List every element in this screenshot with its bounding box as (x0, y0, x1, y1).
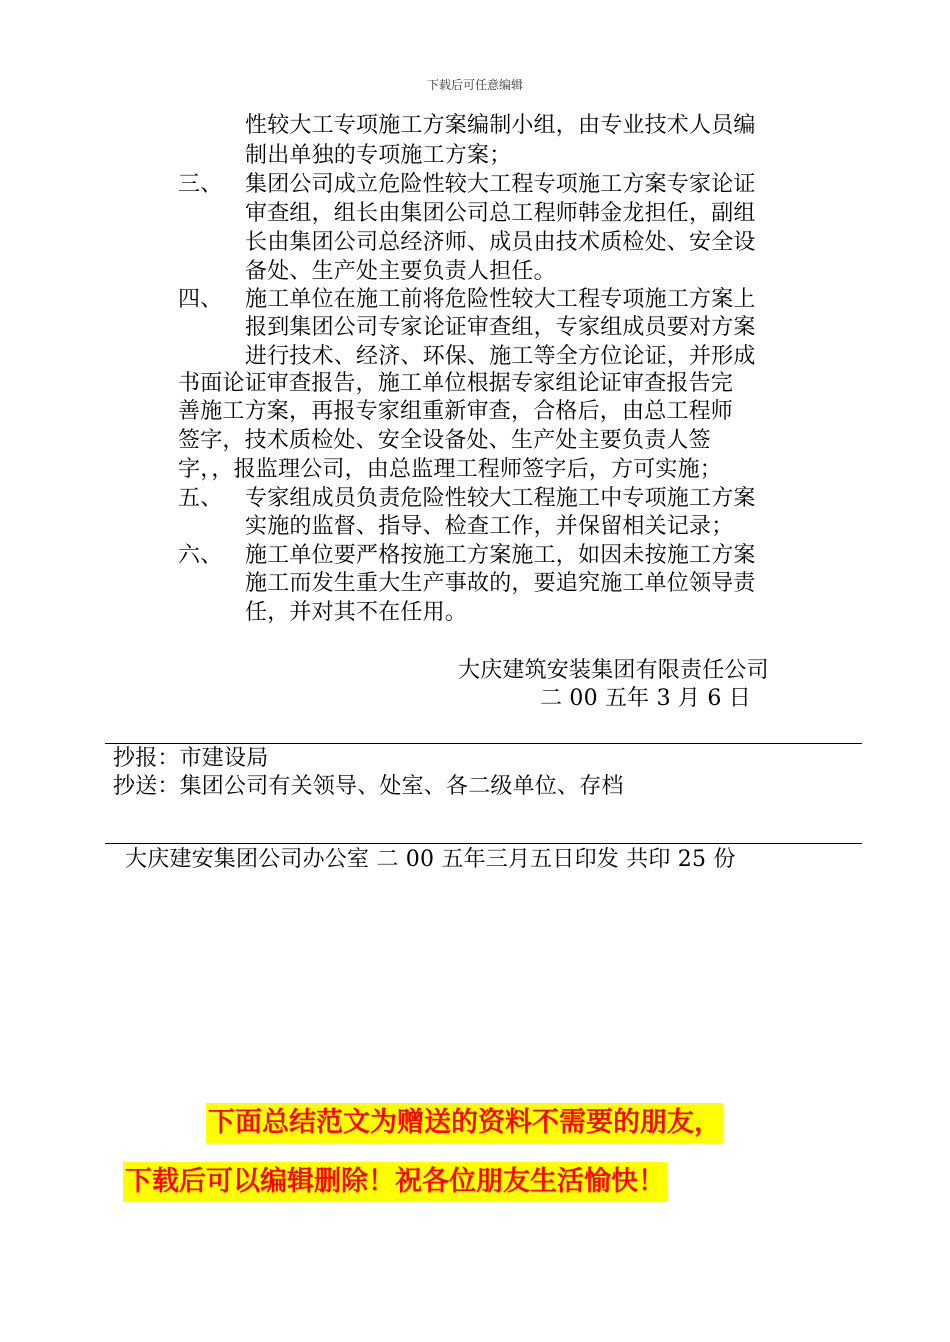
notice-line-1: 下面总结范文为赠送的资料不需要的朋友， (206, 1103, 723, 1143)
body-line: 备处、生产处主要负责人担任。 (245, 259, 556, 284)
list-marker-6: 六、 (178, 543, 223, 568)
body-line: 字，，报监理公司，由总监理工程师签字后，方可实施； (178, 457, 723, 482)
notice-line-2: 下载后可以编辑删除！祝各位朋友生活愉快！ (123, 1162, 667, 1202)
body-line: 施工单位要严格按施工方案施工，如因未按施工方案 (245, 543, 756, 568)
body-line: 实施的监督、指导、检查工作，并保留相关记录； (245, 514, 734, 539)
body-line: 报到集团公司专家论证审查组，专家组成员要对方案 (245, 315, 756, 340)
body-line: 施工单位在施工前将危险性较大工程专项施工方案上 (245, 287, 756, 312)
body-line: 长由集团公司总经济师、成员由技术质检处、安全设 (245, 230, 756, 255)
body-line: 任，并对其不在任用。 (245, 600, 468, 625)
body-line: 专家组成员负责危险性较大工程施工中专项施工方案 (245, 486, 756, 511)
body-line: 集团公司成立危险性较大工程专项施工方案专家论证 (245, 172, 756, 197)
body-line: 审查组，组长由集团公司总工程师韩金龙担任，副组 (245, 201, 756, 226)
signature-date: 二 00 五年 3 月 6 日 (540, 686, 751, 711)
divider-bottom (105, 843, 862, 844)
body-line: 书面论证审查报告，施工单位根据专家组论证审查报告完 (178, 371, 734, 396)
list-marker-5: 五、 (178, 486, 223, 511)
body-line: 性较大工专项施工方案编制小组，由专业技术人员编 (245, 113, 756, 138)
report-to: 抄报：市建设局 (113, 746, 269, 771)
list-marker-3: 三、 (178, 172, 223, 197)
list-marker-4: 四、 (178, 287, 223, 312)
body-line: 善施工方案，再报专家组重新审查，合格后，由总工程师 (178, 399, 734, 424)
body-line: 签字，技术质检处、安全设备处、生产处主要负责人签 (178, 428, 711, 453)
body-line: 施工而发生重大生产事故的，要追究施工单位领导责 (245, 571, 756, 596)
issuance-line: 大庆建安集团公司办公室 二 00 五年三月五日印发 共印 25 份 (125, 847, 736, 872)
copy-to: 抄送：集团公司有关领导、处室、各二级单位、存档 (113, 774, 624, 799)
body-line: 制出单独的专项施工方案； (245, 143, 512, 168)
signature-company: 大庆建筑安装集团有限责任公司 (458, 658, 769, 683)
body-line: 进行技术、经济、环保、施工等全方位论证，并形成 (245, 344, 756, 369)
header-note: 下载后可任意编辑 (426, 78, 523, 92)
